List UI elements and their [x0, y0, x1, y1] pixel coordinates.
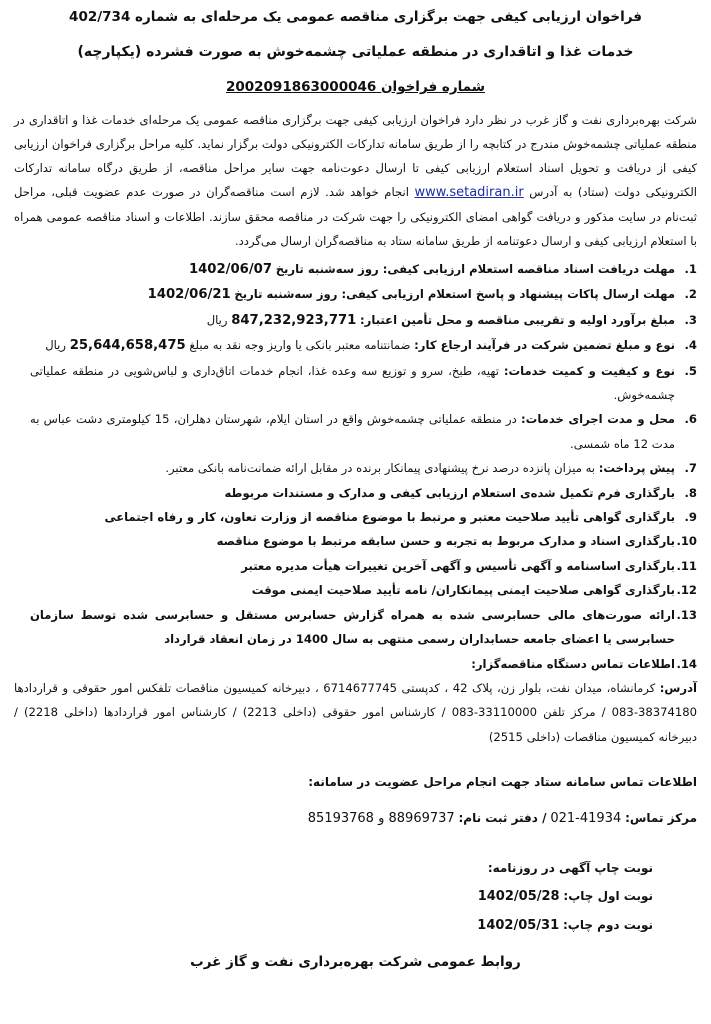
- registration-office-label: / دفتر ثبت نام:: [458, 811, 547, 826]
- conditions-list: [14, 257, 697, 676]
- first-print-label: نوبت اول چاپ:: [563, 889, 653, 904]
- list-item: [14, 554, 697, 578]
- item-number: 10.: [676, 534, 697, 549]
- item-suffix: ریال: [206, 312, 228, 327]
- second-print-label: نوبت دوم چاپ:: [562, 918, 653, 933]
- address-label: آدرس:: [659, 680, 698, 695]
- second-print-date: 1402/05/31: [477, 918, 560, 934]
- list-item: [14, 257, 697, 282]
- item-number: 3.: [684, 312, 697, 327]
- list-item: [14, 481, 697, 505]
- list-item: [14, 652, 697, 676]
- item-text: ضمانتنامه معتبر بانکی یا واریز وجه نقد به مبلغ: [189, 338, 411, 353]
- list-item: [14, 456, 697, 480]
- call-number-text: [226, 79, 485, 95]
- item-label: بارگذاری فرم تکمیل شده‌ی استعلام ارزیابی کیفی و مدارک و مستندات مربوطه: [224, 485, 675, 500]
- item-label: بارگذاری اسناد و مدارک مربوط به تجربه و حسن سابقه مرتبط با موضوع مناقصه: [216, 534, 675, 549]
- call-center-label: مرکز تماس:: [625, 811, 697, 826]
- item-label: مهلت ارسال پاکات پیشنهاد و پاسخ استعلام ارزیابی کیفی: روز سه‌شنبه تاریخ: [234, 287, 675, 302]
- call-number-label: شماره فراخوان: [380, 79, 486, 95]
- public-relations-signature: روابط عمومی شرکت بهره‌برداری نفت و گاز غرب: [190, 954, 521, 971]
- item-number: 8.: [684, 485, 697, 500]
- item-label: نوع و مبلغ تضمین شرکت در فرآیند ارجاع کار:: [414, 338, 675, 353]
- item-label: محل و مدت اجرای خدمات:: [521, 412, 675, 427]
- item-label: بارگذاری گواهی صلاحیت ایمنی پیمانکاران/ نامه تأیید صلاحیت ایمنی موقت: [251, 583, 675, 598]
- list-item: [14, 359, 697, 408]
- publication-first: [14, 882, 653, 911]
- intro-paragraph: [14, 108, 697, 253]
- item-number: 13.: [676, 607, 697, 622]
- registration-office-value: 88969737 و 85193768: [307, 811, 455, 827]
- item-label: بارگذاری گواهی تأیید صلاحیت معتبر و مرتبط با موضوع مناقصه از وزارت تعاون، کار و رفاه اجتماعی: [104, 510, 675, 525]
- setad-contact-title: اطلاعات تماس سامانه ستاد جهت انجام مراحل عضویت در سامانه:: [308, 775, 697, 790]
- call-number: [14, 76, 697, 98]
- notice-title: فراخوان ارزیابی کیفی جهت برگزاری مناقصه عمومی یک مرحله‌ای به شماره 402/734: [69, 9, 642, 25]
- item-label: بارگذاری اساسنامه و آگهی تأسیس و آگهی آخرین تغییرات هیأت مدیره معتبر: [241, 558, 675, 573]
- item-label: نوع و کیفیت و کمیت خدمات:: [503, 363, 676, 378]
- item-value: 1402/06/21: [147, 287, 231, 303]
- item-number: 9.: [684, 510, 697, 525]
- publication-title: نوبت چاپ آگهی در روزنامه:: [487, 861, 653, 876]
- publication-second: [14, 911, 653, 940]
- item-label: اطلاعات تماس دستگاه مناقصه‌گزار:: [471, 656, 675, 671]
- item-number: 14.: [676, 656, 697, 671]
- item-label: پیش پرداخت:: [598, 461, 675, 476]
- item-label: ارائه صورت‌های مالی حسابرسی شده به همراه گزارش حسابرس مستقل و حسابرسی شده توسط سازمان حسابرسی یا اعضای جامعه حسابداران رسمی منتهی به سال 1400 در زمان انعقاد قرارداد: [30, 607, 675, 647]
- item-number: 7.: [684, 461, 697, 476]
- list-item: [14, 333, 697, 358]
- intro-text-after: انجام خواهد شد. لازم است مناقصه‌گران در صورت عدم عضویت قبلی، مراحل ثبت‌نام در سایت مذکور و دریافت گواهی امضای الکترونیکی را جهت شرکت در مناقصه محقق سازند. اطلاعات و اسناد مناقصه عمومی همراه با استعلام ارزیابی کیفی و ارسال دعوتنامه از طریق سامانه ستاد به مناقصه‌گران ارسال می‌گردد.: [14, 185, 697, 248]
- item-number: 2.: [684, 287, 697, 302]
- item-number: 11.: [676, 558, 697, 573]
- item-number: 4.: [684, 338, 697, 353]
- item-value: 25,644,658,475: [69, 338, 186, 354]
- list-item: [14, 308, 697, 333]
- setad-contact-line: [14, 807, 697, 830]
- item-value: 847,232,923,771: [231, 312, 357, 328]
- list-item: [14, 505, 697, 529]
- call-center-value: 41934-021: [550, 811, 622, 827]
- item-number: 1.: [684, 262, 697, 276]
- item-label: مبلغ برآورد اولیه و تقریبی مناقصه و محل تأمین اعتبار:: [360, 312, 675, 327]
- list-item: [14, 407, 697, 456]
- item-suffix: ریال: [45, 338, 67, 353]
- item-label: مهلت دریافت اسناد مناقصه استعلام ارزیابی کیفی: روز ‌سه‌شنبه تاریخ: [275, 262, 675, 276]
- notice-subtitle: خدمات غذا و اتاقداری در منطقه عملیاتی چشمه‌خوش به صورت فشرده (یکپارچه): [77, 44, 634, 60]
- publication-block: [14, 854, 653, 940]
- first-print-date: 1402/05/28: [477, 889, 560, 905]
- list-item: [14, 578, 697, 602]
- list-item: [14, 282, 697, 307]
- list-item: [14, 529, 697, 553]
- item-text: تهیه، طبخ، سرو و توزیع سه وعده غذا، انجام خدمات اتاق‌داری و لباس‌شویی در منطقه عملیاتی چشمه‌خوش.: [30, 363, 675, 403]
- item-value: 1402/06/07: [188, 262, 272, 277]
- call-number-value: 2002091863000046: [225, 79, 377, 95]
- item-number: 5.: [684, 363, 697, 378]
- item-text: به میزان پانزده درصد نرخ پیشنهادی پیمانکار برنده در مقابل ارائه ضمانت‌نامه بانکی معتبر.: [165, 461, 596, 476]
- item-number: 6.: [684, 412, 697, 427]
- address-text: کرمانشاه، میدان نفت، بلوار زن، پلاک 42 ، کدپستی 6714677745 ، دبیرخانه کمیسیون مناقصات تلفکس امور حقوقی و قراردادها 38374180-083 / مرکز تلفن 33110000-083 / کارشناس امور حقوقی (داخلی 2213) / کارشناس امور قراردادها (داخلی 2218) / دبیرخانه کمیسیون مناقصات (داخلی 2515): [14, 680, 698, 744]
- item-text: در منطقه عملیاتی چشمه‌خوش واقع در استان ایلام، شهرستان دهلران، 15 کیلومتری دشت عباس به مدت 12 ماه شمسی.: [30, 412, 675, 451]
- setad-link[interactable]: www.setadiran.ir: [414, 185, 524, 200]
- intro-text-before: شرکت بهره‌برداری نفت و گاز غرب در نظر دارد فراخوان ارزیابی کیفی جهت برگزاری مناقصه عمومی یک مرحله‌ای خدمات غذا و اتاقداری در منطقه عملیاتی چشمه‌خوش مندرج در کتابچه را از طریق سامانه تدارکات الکترونیکی دولت برگزار نماید. کلیه مراحل برگزاری فراخوان ارزیابی کیفی از دریافت و تحویل اسناد استعلام ارزیابی کیفی تا ارسال دعوت‌نامه جهت سایر مراحل مناقصه، از طریق درگاه سامانه تدارکات الکترونیکی دولت (ستاد) به آدرس: [14, 113, 698, 199]
- address-block: [14, 676, 697, 749]
- list-item: [14, 603, 697, 652]
- item-number: 12.: [676, 583, 697, 598]
